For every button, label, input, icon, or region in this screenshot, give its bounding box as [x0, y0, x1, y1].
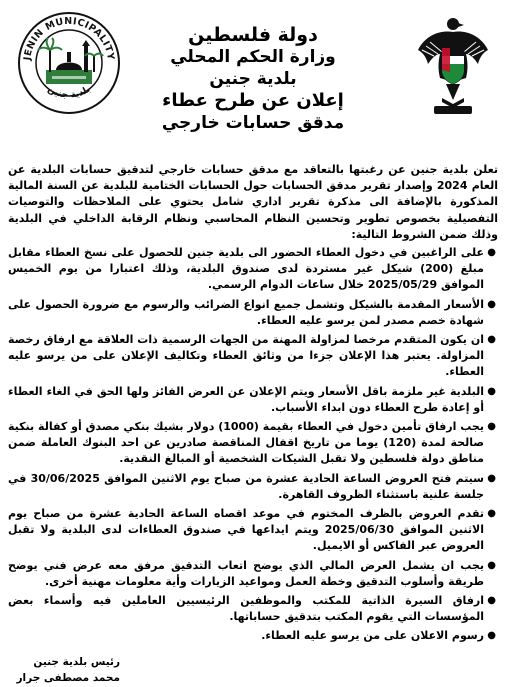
bullet-icon: ●	[487, 247, 496, 259]
conditions-list	[8, 245, 498, 645]
bullet-icon: ●	[487, 334, 496, 346]
jenin-municipality-logo	[16, 10, 122, 116]
header	[0, 0, 506, 160]
list-item-text: يجب ارفاق تأمين دخول في العطاء بقيمة (1000) دولار بشيك بنكي مصدق أو كفالة بنكية صالحة لمدة (120) يوما من تاريخ اقفال المناقصة صادرين عن احد البنوك العاملة ضمن مناطق دولة فلسطين ولا تقبل الشيكات الشخصية أو المبالغ النقدية.	[8, 420, 484, 466]
bullet-icon: ●	[487, 630, 496, 642]
announcement-body	[8, 162, 498, 648]
ministry-title: وزارة الحكم المحلي	[170, 47, 336, 67]
list-item	[8, 593, 498, 625]
list-item-text: تقدم العروض بالظرف المختوم في موعد اقصاه الساعة الحادية عشرة من صباح يوم الاثنين الموافق 2025/06/30 ويتم ايداعها في صندوق العطاءات لدى البلدية ولا تقبل العروض عبر الفاكس أو الايميل.	[8, 507, 484, 553]
country-title: دولة فلسطين	[188, 24, 318, 46]
list-item	[8, 297, 498, 329]
list-item-text: على الراغبين في دخول العطاء الحضور الى بلدية جنين للحصول على نسخ العطاء مقابل مبلغ (200) شيكل غير مستردة لدى صندوق البلدية، وذلك اعتبارا من يوم الخميس الموافق 2025/05/29 خلال ساعات الدوام الرسمي.	[8, 246, 484, 292]
bullet-icon: ●	[487, 298, 496, 310]
svg-text:JENIN MUNICIPALITY: JENIN MUNICIPALITY	[22, 15, 117, 62]
list-item	[8, 506, 498, 555]
bullet-icon: ●	[487, 559, 496, 571]
list-item	[8, 471, 498, 503]
list-item-text: يجب ان يشمل العرض المالي الذي يوضح اتعاب التدقيق مرفق معه عرض فني يوضح طريقة وأسلوب التدقيق وخطة العمل ومواعيد الزيارات وأية معلومات مهنية أخرى.	[8, 558, 484, 588]
svg-text:بلدية جنين: بلدية جنين	[45, 84, 93, 101]
list-item-text: سيتم فتح العروض الساعة الحادية عشرة من صباح يوم الاثنين الموافق 30/06/2025 في جلسة علنية باستثناء الظروف القاهرة.	[8, 471, 484, 501]
list-item	[8, 384, 498, 416]
list-item	[8, 245, 498, 294]
municipality-title: بلدية جنين	[209, 69, 297, 89]
list-item	[8, 628, 498, 644]
bullet-icon: ●	[487, 508, 496, 520]
list-item	[8, 558, 498, 590]
list-item	[8, 419, 498, 468]
list-item-text: البلدية غير ملزمة باقل الأسعار ويتم الإعلان عن العرض الفائز ولها الحق في الغاء العطاء أو إعادة طرح العطاء دون ابداء الأسباب.	[8, 384, 484, 414]
palestine-emblem-icon	[412, 12, 494, 118]
bullet-icon: ●	[487, 385, 496, 397]
list-item-text: رسوم الاعلان على من يرسو عليه العطاء.	[261, 629, 484, 643]
list-item	[8, 332, 498, 381]
signature-title: رئيس بلدية جنين	[33, 656, 120, 668]
bullet-icon: ●	[487, 421, 496, 433]
signature-name: محمد مصطفى جرار	[16, 672, 120, 684]
signature-block	[10, 654, 120, 686]
list-item-text: الأسعار المقدمة بالشيكل وتشمل جميع انواع الضرائب والرسوم مع ضرورة الحصول على شهادة خصم مصدر لمن يرسو عليه العطاء.	[8, 297, 484, 327]
bullet-icon: ●	[487, 595, 496, 607]
announcement-title: إعلان عن طرح عطاء	[162, 90, 344, 111]
list-item-text: ارفاق السيرة الذاتية للمكتب والموظفين الرئيسيين العاملين فيه وأسماء بعض المؤسسات التي يقوم المكتب بتدقيق حساباتها.	[8, 594, 484, 624]
list-item-text: ان يكون المتقدم مرخصا لمزاولة المهنة من الجهات الرسمية ذات العلاقة مع ارفاق رخصة المزاولة. يعتبر هذا الإعلان جزءا من وثائق العطاء وتكاليف الإعلان على من يرسو عليه العطاء.	[8, 333, 484, 379]
announcement-subtitle: مدقق حسابات خارجي	[161, 113, 345, 133]
bullet-icon: ●	[487, 472, 496, 484]
intro-paragraph: تعلن بلدية جنين عن رغبتها بالتعاقد مع مدقق حسابات خارجي لتدقيق حسابات البلدية عن العام 2024 وإصدار تقرير مدقق الحسابات حول الحسابات الختامية للبلدية عن السنة المالية المذكورة بالإضافة الى مذكرة تقرير اداري شامل يحتوي على الملاحظات والتوصيات التفصيلية بخصوص تطوير وتحسين النظام المحاسبي ونظام الرقابة الداخلي في البلدية وذلك ضمن الشروط التالية:	[8, 163, 499, 241]
header-titles	[130, 24, 376, 134]
